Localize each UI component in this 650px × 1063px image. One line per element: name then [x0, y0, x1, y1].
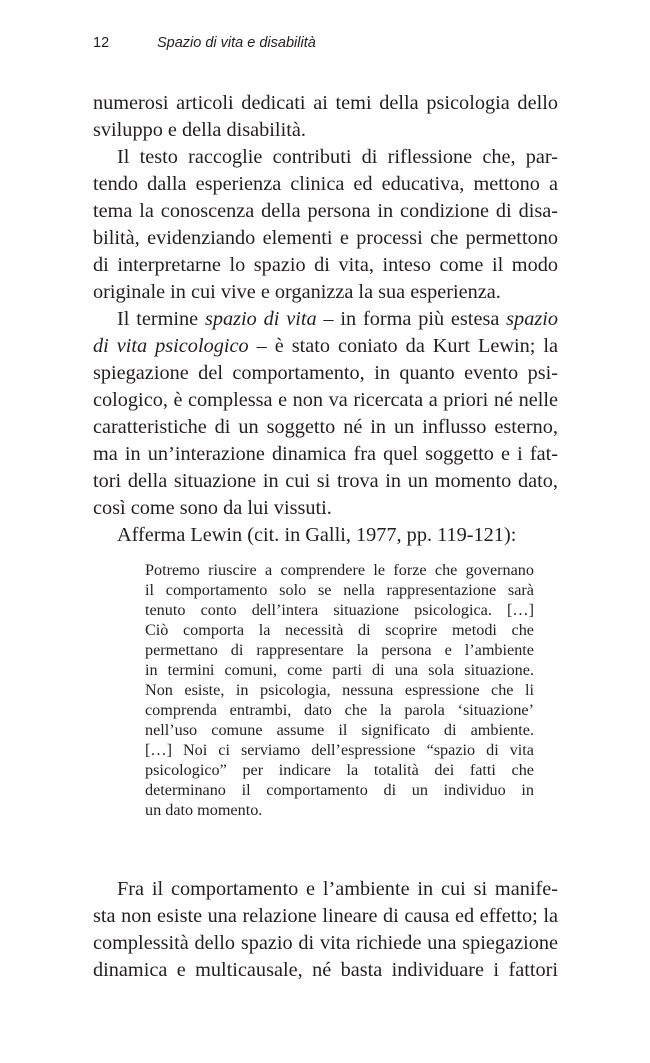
paragraph-3-line: così come sono da lui vissuti.: [93, 497, 332, 519]
italic-term-spazio-di-vita: spazio di vita: [204, 308, 317, 330]
paragraph-5-line: complessità dello spazio di vita richiede una spiegazione: [93, 932, 558, 954]
paragraph-3-line: tori della situazione in cui si trova in un momento dato,: [93, 470, 558, 492]
paragraph-1-line: sviluppo e della disabilità.: [93, 119, 306, 141]
paragraph-2-line: tema la conoscenza della persona in condizione di disa-: [93, 200, 558, 222]
quote-line: comprenda entrambi, dato che la parola ‘situazione’: [145, 701, 534, 719]
paragraph-3-line: cologico, è complessa e non va ricercata a priori né nelle: [93, 389, 558, 411]
paragraph-2-line: bilità, evidenziando elementi e processi che permettono: [93, 227, 558, 249]
paragraph-4-line: Afferma Lewin (cit. in Galli, 1977, pp. 119-121):: [117, 524, 517, 546]
paragraph-2-line: Il testo raccoglie contributi di riflessione che, par-: [117, 146, 558, 168]
paragraph-3-line: spiegazione del comportamento, in quanto evento psi-: [93, 362, 558, 384]
quote-line: […] Noi ci serviamo dell’espressione “spazio di vita: [145, 741, 534, 759]
paragraph-3-line: caratteristiche di un soggetto né in un influsso esterno,: [93, 416, 558, 438]
quote-line: un dato momento.: [145, 801, 263, 819]
quote-line: tenuto conto dell’intera situazione psicologica. […]: [145, 601, 534, 619]
paragraph-5-line: sta non esiste una relazione lineare di causa ed effetto; la: [93, 905, 558, 927]
paragraph-3-line: ma in un’interazione dinamica fra quel soggetto e i fat-: [93, 443, 558, 465]
quote-line: nell’uso comune assume il significato di ambiente.: [145, 721, 534, 739]
italic-term-spazio: spazio: [506, 308, 558, 330]
paragraph-3-line: [117, 306, 558, 333]
italic-term-di-vita-psicologico: di vita psicologico: [93, 335, 249, 357]
paragraph-2-line: originale in cui vive e organizza la sua esperienza.: [93, 281, 501, 303]
quote-line: determinano il comportamento di un individuo in: [145, 781, 534, 799]
paragraph-5-line: dinamica e multicausale, né basta individuare i fattori: [93, 959, 558, 981]
paragraph-3-text: – è stato coniato da Kurt Lewin; la: [248, 335, 558, 357]
paragraph-2-line: di interpretarne lo spazio di vita, inteso come il modo: [93, 254, 558, 276]
quote-line: psicologico” per indicare la totalità dei fatti che: [145, 761, 534, 779]
quote-line: Non esiste, in psicologia, nessuna espressione che li: [145, 681, 534, 699]
running-title: Spazio di vita e disabilità: [157, 35, 316, 51]
page-number: 12: [93, 35, 110, 51]
paragraph-3-text: Il termine: [117, 308, 205, 330]
quote-line: in termini comuni, come parti di una sola situazione.: [145, 661, 534, 679]
paragraph-3-text: – in forma più estesa: [316, 308, 507, 330]
paragraph-5-line: Fra il comportamento e l’ambiente in cui si manife-: [117, 878, 558, 900]
quote-line: Ciò comporta la necessità di scoprire metodi che: [145, 621, 534, 639]
running-header: [93, 34, 316, 52]
paragraph-2-line: tendo dalla esperienza clinica ed educativa, mettono a: [93, 173, 558, 195]
quote-line: Potremo riuscire a comprendere le forze che governano: [145, 561, 534, 579]
paragraph-1-line: numerosi articoli dedicati ai temi della psicologia dello: [93, 92, 558, 114]
quote-line: il comportamento solo se nella rappresentazione sarà: [145, 581, 534, 599]
quote-line: permettano di rappresentare la persona e l’ambiente: [145, 641, 534, 659]
paragraph-3-line: [93, 333, 558, 360]
